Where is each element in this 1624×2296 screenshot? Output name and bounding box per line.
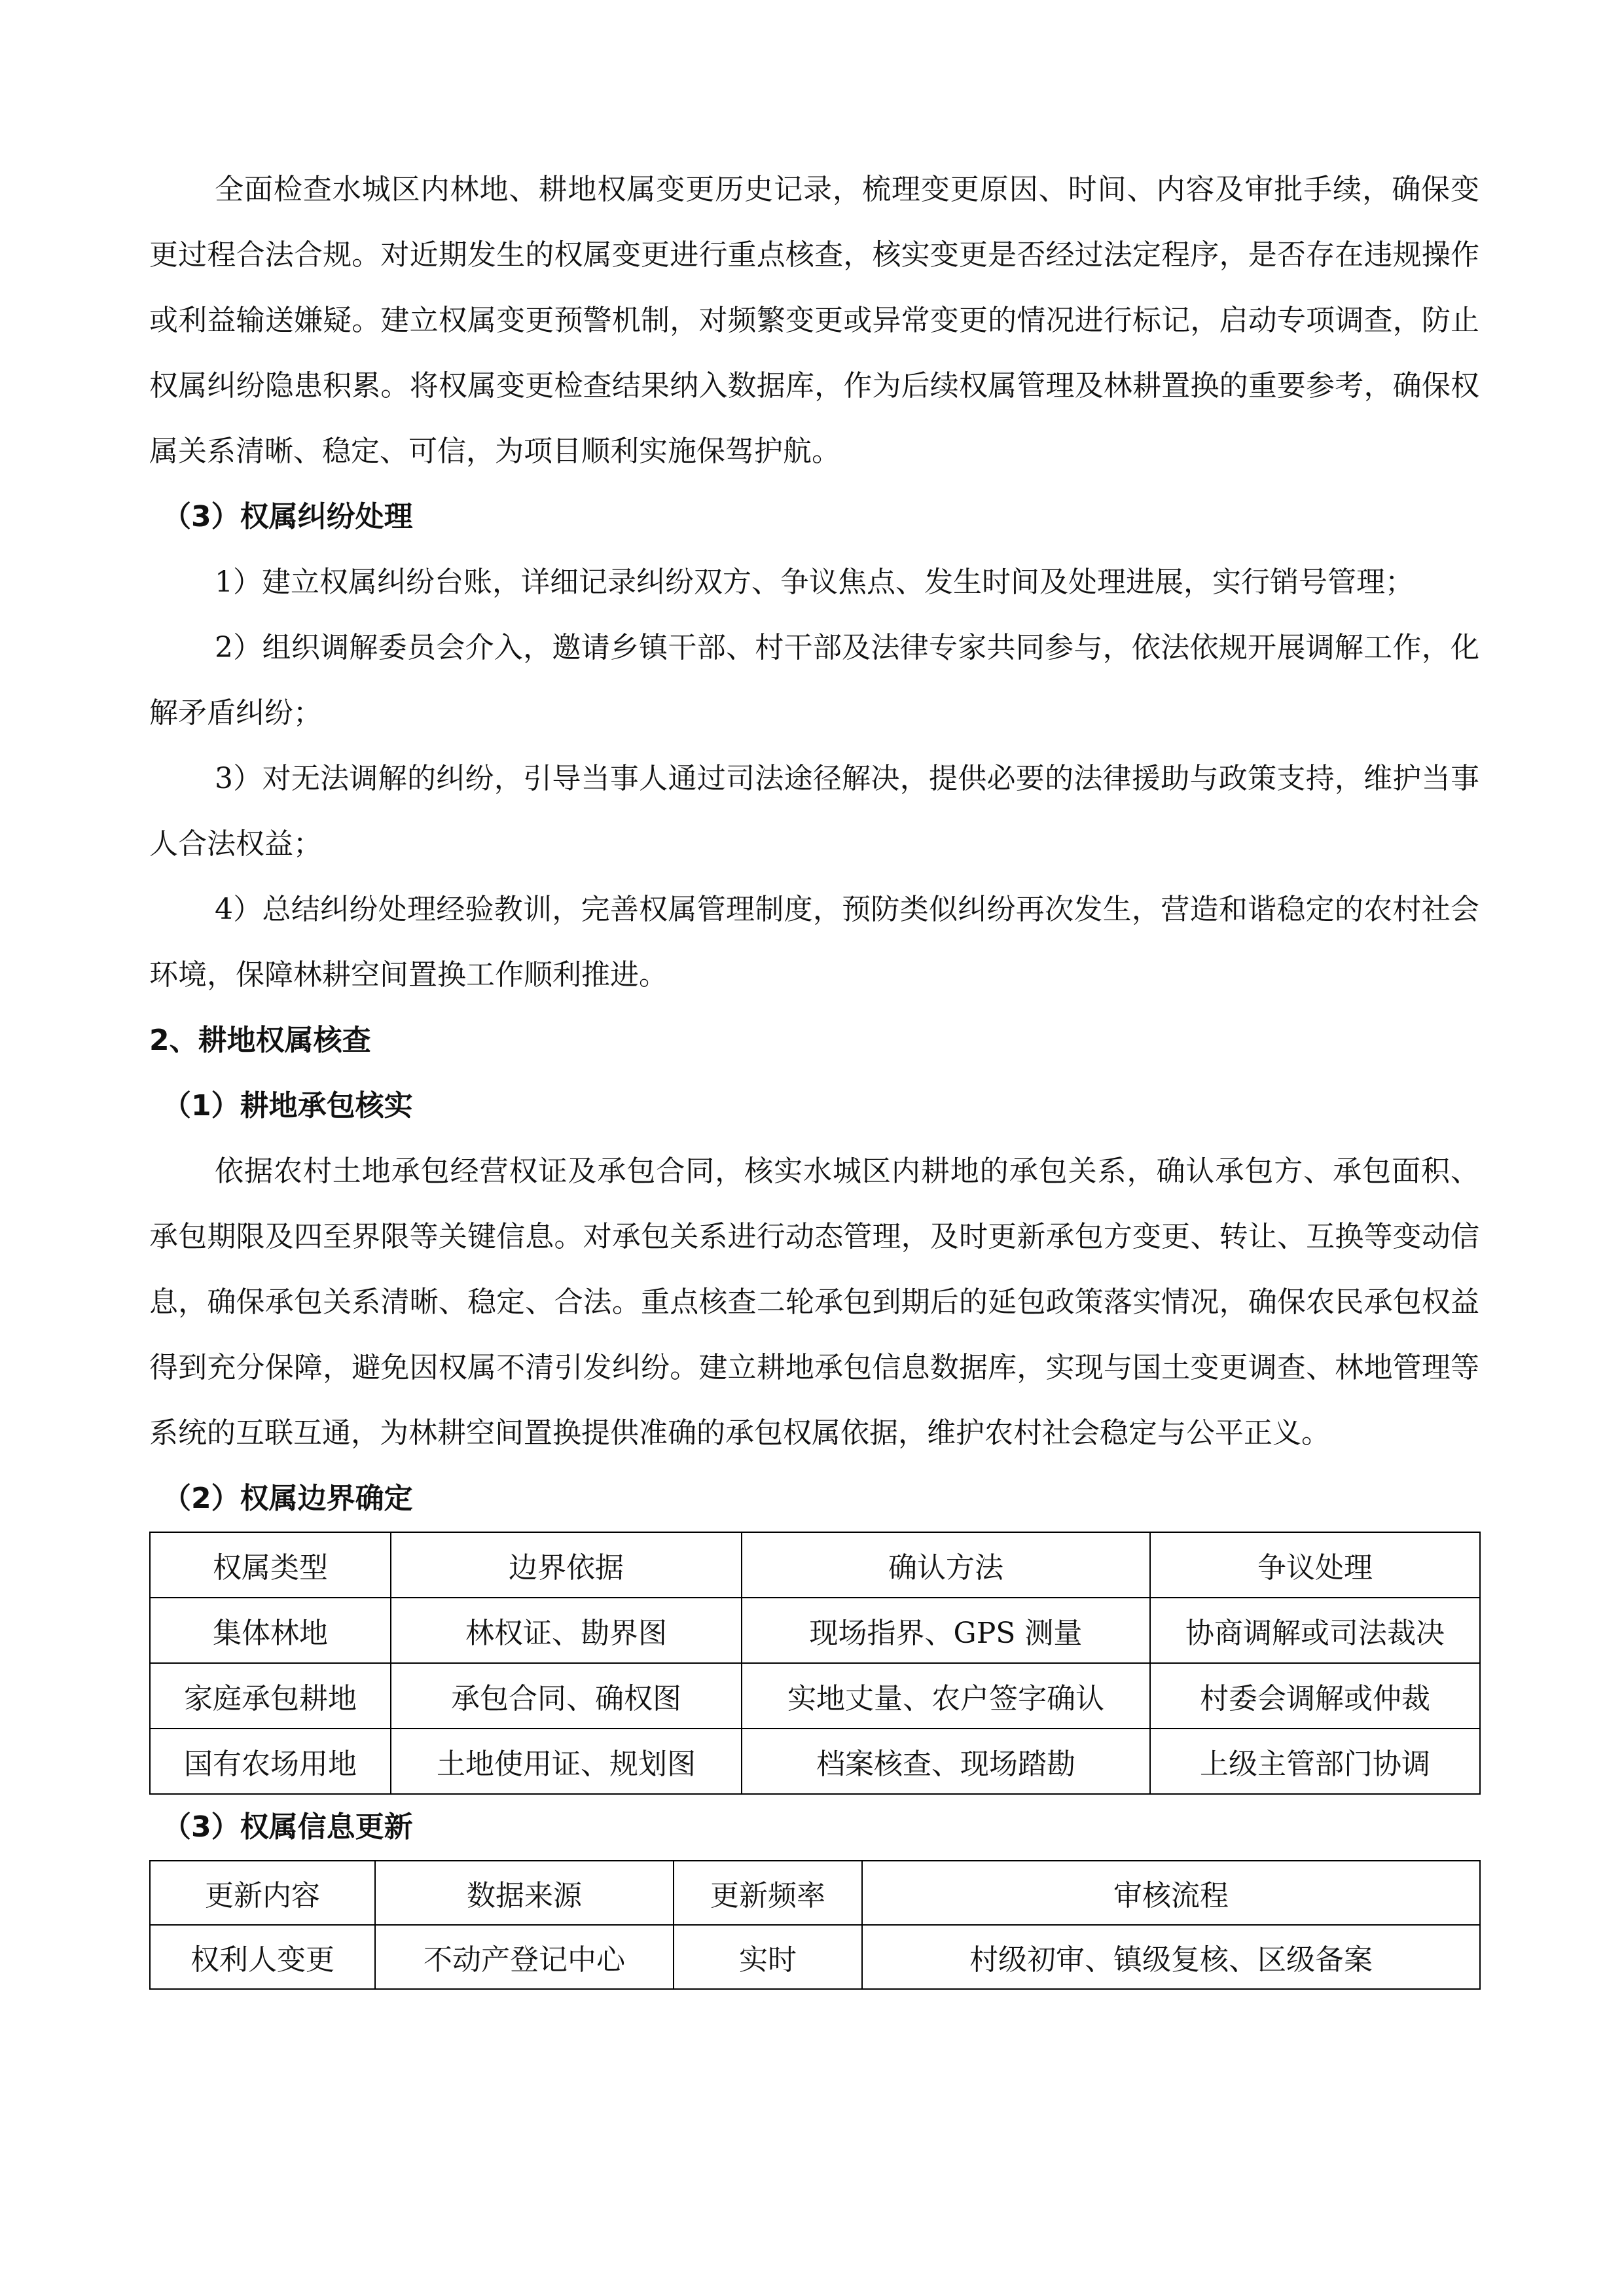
table-cell: 实时 [674, 1925, 862, 1989]
table-cell: 集体林地 [150, 1598, 391, 1663]
table-cell: 林权证、勘界图 [391, 1598, 742, 1663]
table-cell: 权利人变更 [150, 1925, 375, 1989]
table-header-cell: 边界依据 [391, 1532, 742, 1598]
table-row [150, 1663, 1480, 1729]
heading-boundary-determination: （2）权属边界确定 [162, 1482, 413, 1515]
document-body [149, 157, 1479, 1990]
table-cell: 档案核查、现场踏勘 [742, 1729, 1150, 1794]
table-cell: 承包合同、确权图 [391, 1663, 742, 1729]
table-header-cell: 更新频率 [674, 1861, 862, 1925]
list-item: 3）对无法调解的纠纷，引导当事人通过司法途径解决，提供必要的法律援助与政策支持，维护当事人合法权益； [149, 762, 1479, 861]
table-cell: 不动产登记中心 [375, 1925, 674, 1989]
table-header-row [150, 1861, 1480, 1925]
table-header-cell: 确认方法 [742, 1532, 1150, 1598]
heading-contract-verification: （1）耕地承包核实 [162, 1089, 413, 1122]
paragraph-change-review: 全面检查水城区内林地、耕地权属变更历史记录，梳理变更原因、时间、内容及审批手续，确保变更过程合法合规。对近期发生的权属变更进行重点核查，核实变更是否经过法定程序，是否存在违规操作或利益输送嫌疑。建立权属变更预警机制，对频繁变更或异常变更的情况进行标记，启动专项调查，防止权属纠纷隐患积累。将权属变更检查结果纳入数据库，作为后续权属管理及林耕置换的重要参考，确保权属关系清晰、稳定、可信，为项目顺利实施保驾护航。 [149, 173, 1479, 468]
paragraph-contract-verification: 依据农村土地承包经营权证及承包合同，核实水城区内耕地的承包关系，确认承包方、承包面积、承包期限及四至界限等关键信息。对承包关系进行动态管理，及时更新承包方变更、转让、互换等变动信息，确保承包关系清晰、稳定、合法。重点核查二轮承包到期后的延包政策落实情况，确保农民承包权益得到充分保障，避免因权属不清引发纠纷。建立耕地承包信息数据库，实现与国土变更调查、林地管理等系统的互联互通，为林耕空间置换提供准确的承包权属依据，维护农村社会稳定与公平正义。 [149, 1155, 1479, 1450]
table-cell: 上级主管部门协调 [1150, 1729, 1480, 1794]
table-cell: 国有农场用地 [150, 1729, 391, 1794]
boundary-table [149, 1532, 1481, 1795]
table-header-cell: 争议处理 [1150, 1532, 1480, 1598]
table-row [150, 1729, 1480, 1794]
table-cell: 协商调解或司法裁决 [1150, 1598, 1480, 1663]
table-cell: 实地丈量、农户签字确认 [742, 1663, 1150, 1729]
list-item: 2）组织调解委员会介入，邀请乡镇干部、村干部及法律专家共同参与，依法依规开展调解工作，化解矛盾纠纷； [149, 631, 1479, 730]
table-row [150, 1925, 1480, 1989]
table-cell: 土地使用证、规划图 [391, 1729, 742, 1794]
list-item: 1）建立权属纠纷台账，详细记录纠纷双方、争议焦点、发生时间及处理进展，实行销号管理； [215, 565, 1414, 599]
heading-dispute-handling: （3）权属纠纷处理 [162, 500, 413, 533]
table-header-cell: 数据来源 [375, 1861, 674, 1925]
table-header-cell: 权属类型 [150, 1532, 391, 1598]
table-cell: 村级初审、镇级复核、区级备案 [862, 1925, 1480, 1989]
table-header-cell: 更新内容 [150, 1861, 375, 1925]
heading-info-update: （3）权属信息更新 [162, 1810, 413, 1844]
update-table [149, 1860, 1481, 1990]
table-header-row [150, 1532, 1480, 1598]
table-row [150, 1598, 1480, 1663]
list-item: 4）总结纠纷处理经验教训，完善权属管理制度，预防类似纠纷再次发生，营造和谐稳定的农村社会环境，保障林耕空间置换工作顺利推进。 [149, 893, 1479, 992]
table-cell: 村委会调解或仲裁 [1150, 1663, 1480, 1729]
table-cell: 家庭承包耕地 [150, 1663, 391, 1729]
table-cell: 现场指界、GPS 测量 [742, 1598, 1150, 1663]
table-header-cell: 审核流程 [862, 1861, 1480, 1925]
heading-farmland-ownership-check: 2、耕地权属核查 [149, 1024, 371, 1057]
